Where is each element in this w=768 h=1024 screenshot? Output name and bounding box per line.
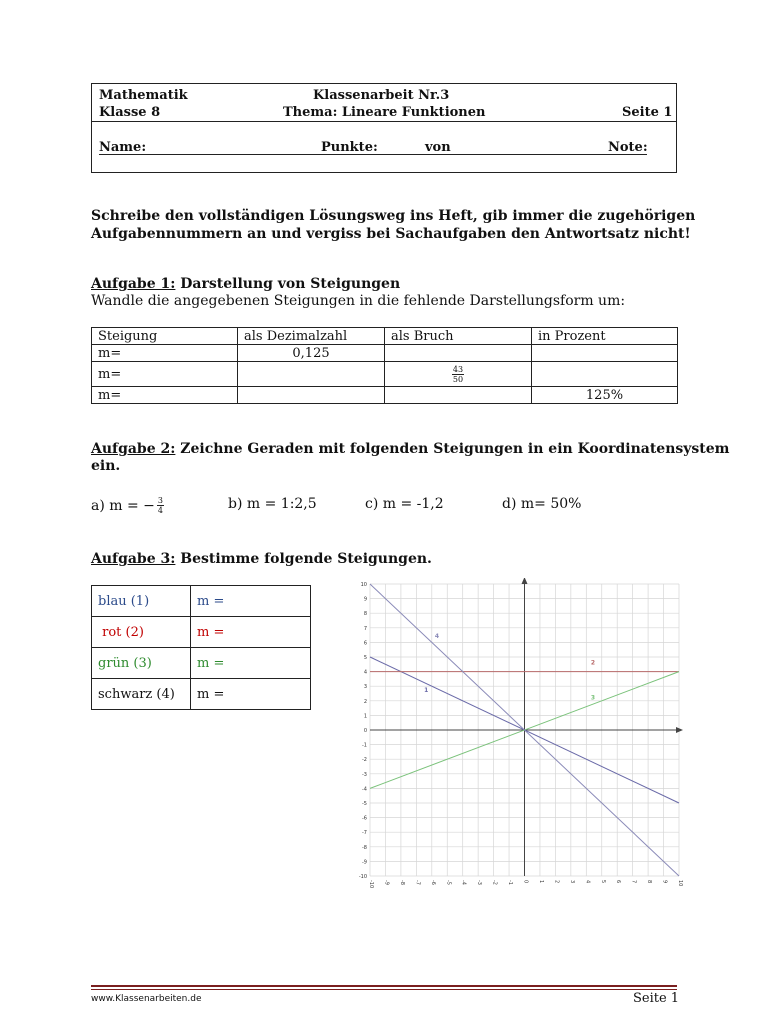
- x-tick-label: 1: [537, 880, 544, 884]
- fraction-denominator: 50: [452, 374, 464, 384]
- footer-page: Seite 1: [633, 991, 680, 1006]
- graph-line-label-4: 4: [434, 633, 440, 641]
- table-row: [92, 345, 678, 362]
- x-tick-label: -2: [491, 880, 498, 885]
- line-name-blue: blau (1): [92, 586, 191, 617]
- task2-label: Aufgabe 2:: [91, 441, 176, 457]
- x-tick-label: -4: [460, 880, 467, 885]
- axes: [370, 578, 683, 876]
- table-row: [92, 586, 311, 617]
- instructions-line-2: Aufgabennummern an und vergiss bei Sachaufgaben den Antwortsatz nicht!: [91, 226, 691, 242]
- y-tick-label: 6: [363, 640, 367, 647]
- header-cell: in Prozent: [532, 328, 678, 345]
- table-header-row: [92, 328, 678, 345]
- y-tick-label: 7: [363, 625, 367, 632]
- topic: Thema: Lineare Funktionen: [283, 105, 486, 120]
- signature-line: [99, 154, 647, 155]
- decimal-cell[interactable]: 0,125: [238, 345, 385, 362]
- table-row: [92, 387, 678, 404]
- row-label: m=: [92, 345, 238, 362]
- footer-rule: [91, 985, 677, 987]
- slope-table: [91, 327, 678, 404]
- coordinate-graph: [355, 578, 690, 890]
- x-tick-label: 2: [553, 880, 560, 884]
- y-tick-label: 2: [363, 698, 367, 705]
- slope-answer-red[interactable]: m =: [191, 617, 311, 648]
- y-tick-label: -4: [362, 786, 367, 793]
- y-tick-label: -10: [358, 874, 367, 880]
- decimal-cell[interactable]: [238, 362, 385, 387]
- y-tick-label: -1: [362, 742, 367, 749]
- grade-label: Note:: [608, 140, 648, 155]
- x-tick-label: -10: [368, 880, 374, 889]
- fraction: [452, 365, 464, 384]
- fraction-cell[interactable]: [385, 387, 532, 404]
- y-axis-arrow: [522, 578, 528, 584]
- task2-title-line-2: ein.: [91, 458, 121, 474]
- y-tick-label: -8: [362, 844, 367, 851]
- y-tick-label: 10: [360, 582, 367, 588]
- x-tick-label: 5: [599, 880, 606, 884]
- instructions-line-1: Schreibe den vollständigen Lösungsweg ins Heft, gib immer die zugehörigen: [91, 208, 696, 224]
- slope-answer-blue[interactable]: m =: [191, 586, 311, 617]
- line-name-green: grün (3): [92, 648, 191, 679]
- x-tick-label: -3: [476, 880, 483, 885]
- decimal-cell[interactable]: [238, 387, 385, 404]
- class-label: Klasse 8: [99, 105, 161, 120]
- percent-cell[interactable]: 125%: [532, 387, 678, 404]
- y-tick-label: -7: [362, 830, 367, 837]
- task1-heading: [91, 276, 400, 292]
- task2-heading: [91, 441, 729, 457]
- table-row: [92, 679, 311, 710]
- footer-rule-thin: [91, 989, 677, 990]
- task3-heading: [91, 551, 432, 567]
- task1-label: Aufgabe 1:: [91, 276, 176, 292]
- y-tick-label: -5: [362, 801, 367, 807]
- table-row: [92, 617, 311, 648]
- slope-answer-green[interactable]: m =: [191, 648, 311, 679]
- task2-title-line-1: Zeichne Geraden mit folgenden Steigungen in ein Koordinatensystem: [175, 441, 730, 457]
- y-tick-label: -6: [362, 815, 367, 822]
- footer-url[interactable]: www.Klassenarbeiten.de: [91, 994, 202, 1004]
- task3-title: Bestimme folgende Steigungen.: [175, 551, 432, 567]
- y-tick-label: 4: [363, 669, 367, 676]
- task2-item-b: b) m = 1:2,5: [228, 496, 317, 512]
- header-cell: als Bruch: [385, 328, 532, 345]
- fraction-cell[interactable]: [385, 345, 532, 362]
- x-tick-label: -6: [429, 880, 436, 885]
- percent-cell[interactable]: [532, 345, 678, 362]
- task2-item-d: d) m= 50%: [502, 496, 582, 512]
- row-label: m=: [92, 387, 238, 404]
- slope-answer-black[interactable]: m =: [191, 679, 311, 710]
- table-row: [92, 362, 678, 387]
- graph-line-label-2: 2: [590, 659, 596, 667]
- x-tick-label: -9: [383, 880, 390, 885]
- x-tick-label: 9: [661, 880, 668, 884]
- y-tick-label: 5: [363, 655, 367, 661]
- fraction-numerator: 43: [452, 364, 464, 374]
- row-label: m=: [92, 362, 238, 387]
- header-cell: als Dezimalzahl: [238, 328, 385, 345]
- item-a-fraction: [157, 496, 164, 515]
- x-tick-label: 7: [630, 880, 637, 884]
- y-tick-label: 0: [363, 728, 367, 734]
- fraction-cell[interactable]: [385, 362, 532, 387]
- header-divider: [92, 121, 676, 122]
- x-tick-label: 4: [584, 880, 591, 884]
- of-label: von: [425, 140, 451, 155]
- y-tick-label: -9: [362, 859, 367, 866]
- task2-item-a: [91, 496, 164, 515]
- y-tick-label: 9: [363, 596, 367, 603]
- x-tick-label: -1: [507, 880, 514, 885]
- y-tick-label: 1: [363, 713, 367, 720]
- header-cell: Steigung: [92, 328, 238, 345]
- item-a-prefix: a) m = −: [91, 497, 155, 514]
- y-tick-label: -2: [362, 757, 367, 764]
- fraction-denominator: 4: [157, 506, 163, 515]
- x-tick-label: 6: [615, 880, 622, 884]
- x-tick-label: -5: [445, 880, 452, 885]
- graph-line-label-1: 1: [424, 687, 429, 695]
- y-tick-label: -3: [362, 771, 367, 778]
- exam-title: Klassenarbeit Nr.3: [313, 88, 450, 103]
- x-tick-label: 0: [522, 880, 529, 884]
- points-label: Punkte:: [321, 140, 378, 155]
- graph-line-label-3: 3: [590, 694, 596, 702]
- fraction-numerator: 3: [157, 496, 163, 505]
- answer-table: [91, 585, 311, 710]
- x-tick-label: 10: [677, 880, 683, 887]
- task2-item-c: c) m = -1,2: [365, 496, 444, 512]
- x-tick-label: 8: [646, 880, 653, 884]
- line-name-black: schwarz (4): [92, 679, 191, 710]
- task3-label: Aufgabe 3:: [91, 551, 176, 567]
- y-tick-label: 8: [363, 611, 367, 618]
- x-tick-label: -7: [414, 880, 421, 885]
- percent-cell[interactable]: [532, 362, 678, 387]
- name-label: Name:: [99, 140, 147, 155]
- x-tick-label: 3: [568, 880, 575, 884]
- x-tick-label: -8: [398, 880, 405, 885]
- table-row: [92, 648, 311, 679]
- y-tick-label: 3: [363, 684, 367, 691]
- page-label: Seite 1: [622, 105, 673, 120]
- line-name-red: rot (2): [92, 617, 191, 648]
- task1-text: Wandle die angegebenen Steigungen in die fehlende Darstellungsform um:: [91, 293, 626, 309]
- x-axis-arrow: [676, 727, 683, 733]
- task1-title: Darstellung von Steigungen: [175, 276, 401, 292]
- subject: Mathematik: [99, 88, 188, 103]
